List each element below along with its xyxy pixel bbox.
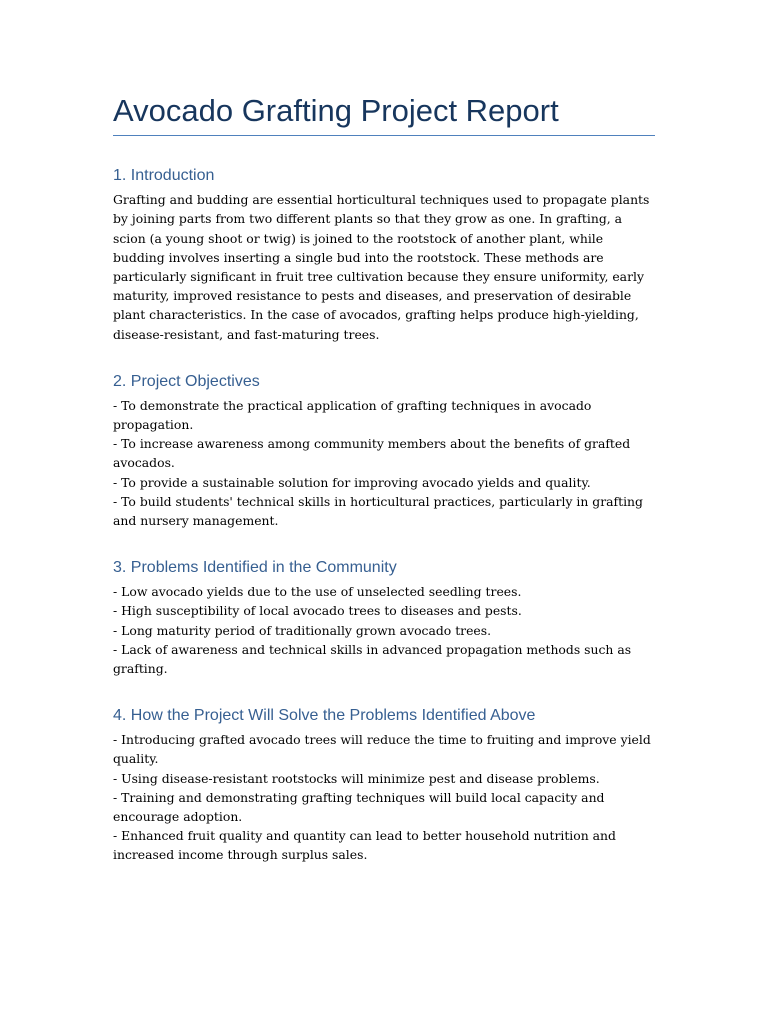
list-item: - To provide a sustainable solution for improving avocado yields and quality. <box>113 474 591 490</box>
section-paragraph: Grafting and budding are essential horticultural techniques used to propagate plants by joining parts from two different plants so that they grow as one. In grafting, a scion (a young shoot or twig) is joined to the rootstock of another plant, while budding involves inserting a single bud into the rootstock. These methods are particularly significant in fruit tree cultivation because they ensure uniformity, early maturity, improved resistance to pests and diseases, and preservation of desirable plant characteristics. In the case of avocados, grafting helps produce high-yielding, disease-resistant, and fast-maturing trees. <box>113 192 650 342</box>
section-objectives <box>113 372 655 530</box>
section-heading: 2. Project Objectives <box>113 372 260 390</box>
document-title: Avocado Grafting Project Report <box>113 92 655 136</box>
section-heading: 4. How the Project Will Solve the Problems Identified Above <box>113 707 536 725</box>
list-item: - Long maturity period of traditionally grown avocado trees. <box>113 622 492 638</box>
list-item: - Using disease-resistant rootstocks will minimize pest and disease problems. <box>113 770 600 786</box>
list-item: - Lack of awareness and technical skills in advanced propagation methods such as grafting. <box>113 641 632 677</box>
list-item: - To increase awareness among community members about the benefits of grafted avocados. <box>113 436 631 471</box>
section-solutions <box>113 706 655 864</box>
list-item: - To build students' technical skills in horticultural practices, particularly in grafting and nursery management. <box>113 493 643 529</box>
list-item: - To demonstrate the practical application of grafting techniques in avocado propagation. <box>113 397 592 433</box>
list-item: - Introducing grafted avocado trees will reduce the time to fruiting and improve yield quality. <box>113 732 651 767</box>
section-problems <box>113 558 655 678</box>
list-item: - Training and demonstrating grafting techniques will build local capacity and encourage adoption. <box>113 789 605 825</box>
document-page <box>113 92 655 865</box>
section-introduction <box>113 166 655 344</box>
list-item: - High susceptibility of local avocado trees to diseases and pests. <box>113 603 522 619</box>
list-item: - Enhanced fruit quality and quantity can lead to better household nutrition and increased income through surplus sales. <box>113 828 616 863</box>
section-heading: 3. Problems Identified in the Community <box>113 559 397 577</box>
list-item: - Low avocado yields due to the use of unselected seedling trees. <box>113 584 522 600</box>
section-heading: 1. Introduction <box>113 167 215 185</box>
